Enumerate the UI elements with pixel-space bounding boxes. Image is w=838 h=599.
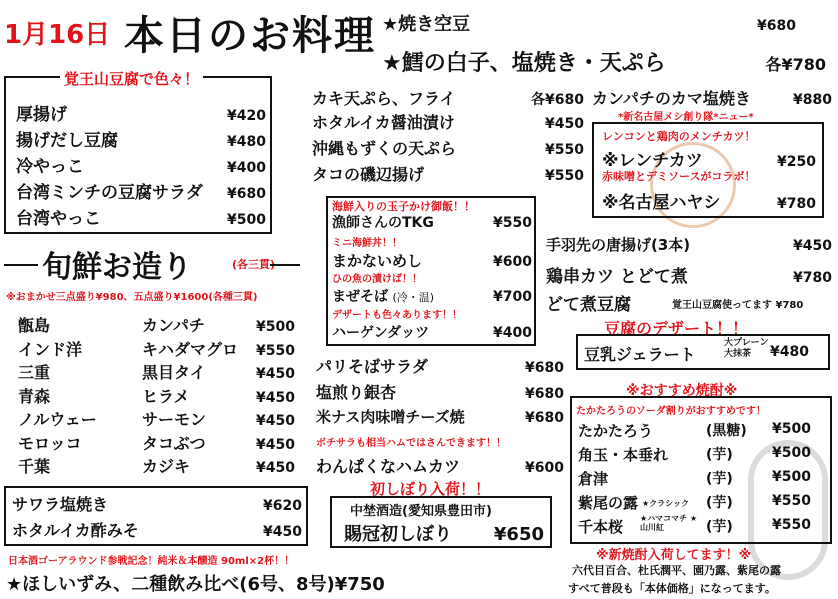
rice-note: ひの魚の漬けば！！ <box>332 274 422 285</box>
sashimi-price: ¥450 <box>256 366 295 382</box>
tofu-item-price: ¥400 <box>227 160 266 176</box>
menu-box-item-price: ¥780 <box>777 196 816 212</box>
middle-item-price: ¥450 <box>545 116 584 132</box>
tofu-item <box>16 178 266 203</box>
menu-box-note: 赤味噌とデミソースがコラボ！ <box>602 170 756 183</box>
sashimi-heading-sub: (各三貫) <box>232 258 276 271</box>
tofu-item-name: 台湾やっこ <box>16 209 101 229</box>
tofu-item-price: ¥480 <box>227 134 266 150</box>
tofu-item <box>16 204 266 229</box>
rice-item <box>332 322 532 342</box>
shochu-type: (芋) <box>706 519 733 535</box>
right-mid-item <box>546 234 832 255</box>
ham-note: ボチサラも相当ハムではさんできます！！ <box>316 438 506 449</box>
middle-bottom-item-name: 米ナス肉味噌チーズ焼 <box>316 408 465 426</box>
tofu-item-name: 揚げだし豆腐 <box>16 131 118 151</box>
sashimi-price: ¥450 <box>256 413 295 429</box>
rice-item <box>332 212 532 232</box>
rice-item-name: ハーゲンダッツ <box>332 325 430 341</box>
rice-item-name-group <box>332 286 434 306</box>
middle-item-price: ¥550 <box>545 168 584 184</box>
sashimi-origins <box>18 314 97 479</box>
menu-box-item <box>602 188 816 213</box>
tofu-item <box>16 100 266 125</box>
kama-price: ¥880 <box>793 92 832 108</box>
top-special-price: ¥680 <box>757 18 796 34</box>
sake-heading: 初しぼり入荷！！ <box>370 480 491 498</box>
middle-item <box>312 86 584 109</box>
rice-item-price: ¥600 <box>493 254 532 270</box>
promo-line: ★ほしいずみ、二種飲み比べ(6号、8号)¥750 <box>6 574 385 595</box>
menu-box-item-name: ※名古屋ハヤシ <box>602 193 721 213</box>
right-mid-item-name: どて煮豆腐 <box>546 295 631 315</box>
tofu-item-name: 冷やっこ <box>16 157 84 177</box>
middle-bottom-item-name: わんぱくなハムカツ <box>316 457 461 476</box>
sashimi-rule-right <box>270 264 300 266</box>
middle-bottom-item-price: ¥680 <box>525 386 564 402</box>
origin: インド洋 <box>18 339 83 359</box>
sashimi-rule-left <box>4 264 38 266</box>
shochu-price: ¥500 <box>772 469 811 485</box>
dessert-variants: 大プレーン 大抹茶 <box>724 338 769 359</box>
tofu-use-note: 覚王山豆腐使ってます ¥780 <box>672 300 804 311</box>
menu-box-note: レンコンと鶏肉のメンチカツ！ <box>602 130 756 143</box>
middle-bottom-item <box>316 380 564 403</box>
fish: タコぶつ <box>142 433 206 453</box>
middle-bottom-item <box>316 354 564 377</box>
promo-note: 日本酒ゴーアラウンド参戦記念！純米＆本醸造 90ml×2杯！！ <box>8 556 295 567</box>
fish: サーモン <box>142 410 207 429</box>
sashimi-heading: 旬鮮お造り <box>42 250 192 285</box>
top-special-name: ★焼き空豆 <box>382 14 471 35</box>
bottom-left-item-price: ¥620 <box>263 498 302 514</box>
shochu-price: ¥550 <box>772 493 811 509</box>
right-mid-item-price: ¥450 <box>793 238 832 254</box>
middle-item-name: ホタルイカ醤油漬け <box>312 113 455 132</box>
shochu-price: ¥550 <box>772 517 811 533</box>
tofu-item-price: ¥680 <box>227 186 266 202</box>
shochu-name: 紫尾の露 <box>578 494 639 512</box>
middle-item-name: タコの磯辺揚げ <box>312 165 425 184</box>
bottom-left-item-name: ホタルイカ酢みそ <box>12 521 139 540</box>
sashimi-fish <box>142 314 238 479</box>
middle-bottom-item-name: パリそばサラダ <box>316 357 428 376</box>
middle-item-name: カキ天ぷら、フライ <box>312 89 456 108</box>
bottom-left-item <box>12 492 302 515</box>
rice-item-price: ¥550 <box>493 215 532 231</box>
origin: 青森 <box>18 386 51 406</box>
middle-bottom-item-price: ¥680 <box>525 410 564 426</box>
right-mid-item-price: ¥780 <box>793 270 832 286</box>
dessert-heading: 豆腐のデザート！！ <box>604 319 749 338</box>
shochu-type: (芋) <box>706 471 733 487</box>
tofu-item <box>16 152 266 177</box>
origin: 千葉 <box>18 457 51 476</box>
tofu-item-price: ¥420 <box>227 108 266 124</box>
sake-item <box>344 520 544 546</box>
dessert-price: ¥480 <box>770 344 809 360</box>
shochu-name: 千本桜 <box>578 518 624 536</box>
rice-note: デザートも色々あります！！ <box>332 310 462 321</box>
new-shochu-line: 六代目百合、杜氏潤平、園乃露、紫尾の露 <box>572 564 781 577</box>
second-special-name: ★鱈の白子、塩焼き・天ぷら <box>382 51 666 76</box>
fish: 黒目タイ <box>142 363 206 382</box>
origin: 甑島 <box>18 316 51 335</box>
shochu-name: 角玉・本垂れ <box>578 446 669 464</box>
shochu-heading: ※おすすめ焼酎※ <box>626 383 738 399</box>
tofu-item-name: 厚揚げ <box>16 105 67 125</box>
sashimi-note: ※おまかせ三点盛り¥980、五点盛り¥1600(各種三貫) <box>6 292 258 303</box>
rice-item-name: まかないめし <box>332 252 423 270</box>
rice-heading: 海鮮入りの玉子かけ御飯！！ <box>332 200 475 213</box>
sake-brewery: 中埜酒造(愛知県豊田市) <box>350 504 492 519</box>
rice-item-sub: (冷・温) <box>392 291 435 304</box>
menu-box-item-price: ¥250 <box>777 154 816 170</box>
shochu-type: (黒糖) <box>706 423 747 439</box>
sashimi-price: ¥450 <box>256 389 295 406</box>
sake-price: ¥650 <box>493 524 544 545</box>
rice-item-price: ¥400 <box>493 325 532 341</box>
menu-date: 1月16日 <box>4 20 111 50</box>
middle-item-price: ¥550 <box>545 142 584 158</box>
rice-item <box>332 250 532 271</box>
shochu-type: (芋) <box>706 447 733 463</box>
middle-item-name: 沖縄もずくの天ぷら <box>312 139 457 158</box>
top-special <box>382 10 796 36</box>
sashimi-price: ¥500 <box>256 319 295 335</box>
dessert-name: 豆乳ジェラート <box>584 345 696 364</box>
rice-item-name: まぜそば <box>332 289 388 305</box>
sashimi-price: ¥550 <box>256 342 295 359</box>
rice-item-price: ¥700 <box>493 289 532 305</box>
kama-name: カンパチのカマ塩焼き <box>592 89 751 108</box>
new-shochu-heading: ※新焼酎入荷してます！※ <box>596 548 752 563</box>
middle-item <box>312 110 584 133</box>
right-mid-item-name: 手羽先の唐揚げ(3本) <box>546 236 691 254</box>
origin: ノルウェー <box>18 410 97 429</box>
shochu-sub: ★クラシック <box>642 499 690 508</box>
kama-item <box>592 86 832 109</box>
shochu-price: ¥500 <box>772 445 811 461</box>
fish: カンパチ <box>142 316 205 335</box>
middle-bottom-item-price: ¥680 <box>525 360 564 376</box>
middle-bottom-item-name: 塩煎り銀杏 <box>316 383 397 402</box>
tofu-item-name: 台湾ミンチの豆腐サラダ <box>16 183 203 203</box>
bottom-left-item <box>12 518 302 541</box>
rice-item-name: 漁師さんのTKG <box>332 215 434 231</box>
menu-box-item-name: ※レンチカツ <box>602 151 703 171</box>
right-mid-item-name: 鶏串カツ とどて煮 <box>546 267 688 287</box>
middle-bottom-item <box>316 454 564 477</box>
page-title: 本日のお料理 <box>124 13 376 59</box>
sashimi-prices <box>256 316 295 481</box>
second-special <box>382 46 826 77</box>
shochu-sub: ★ハマコマチ ★山川紅 <box>640 514 698 532</box>
middle-bottom-item <box>316 406 564 427</box>
shochu-type: (芋) <box>706 495 733 511</box>
bottom-left-item-price: ¥450 <box>263 524 302 540</box>
shochu-note: たかたろうのソーダ割りがおすすめです！ <box>576 406 766 417</box>
tofu-item-price: ¥500 <box>227 212 266 228</box>
middle-item-price: 各¥680 <box>531 92 584 108</box>
sashimi-price: ¥450 <box>256 460 295 476</box>
fish: キハダマグロ <box>142 339 239 359</box>
fish: カジキ <box>142 457 191 476</box>
middle-bottom-item-price: ¥600 <box>525 460 564 476</box>
second-special-price: 各¥780 <box>765 55 826 74</box>
shochu-price: ¥500 <box>772 421 811 437</box>
middle-item <box>312 162 584 185</box>
shochu-name: 倉津 <box>578 470 609 488</box>
tofu-item <box>16 126 266 151</box>
tofu-heading: 覚王山豆腐で色々！ <box>60 68 203 89</box>
sashimi-price: ¥450 <box>256 436 295 453</box>
sake-name: 賜冠初しぼり <box>344 524 452 545</box>
shochu-name: たかたろう <box>578 422 654 440</box>
fish: ヒラメ <box>142 386 190 406</box>
middle-item <box>312 136 584 159</box>
origin: モロッコ <box>18 433 82 453</box>
bottom-left-item-name: サワラ塩焼き <box>12 495 109 514</box>
right-mid-item <box>546 262 832 287</box>
price-footer: すべて普段も「本体価格」になってます。 <box>568 582 776 595</box>
menu-box-heading: *新名古屋メシ創り隊*ニュー* <box>618 112 754 123</box>
rice-note: ミニ海鮮丼！！ <box>332 238 402 249</box>
rice-item <box>332 286 532 306</box>
origin: 三重 <box>18 363 51 382</box>
